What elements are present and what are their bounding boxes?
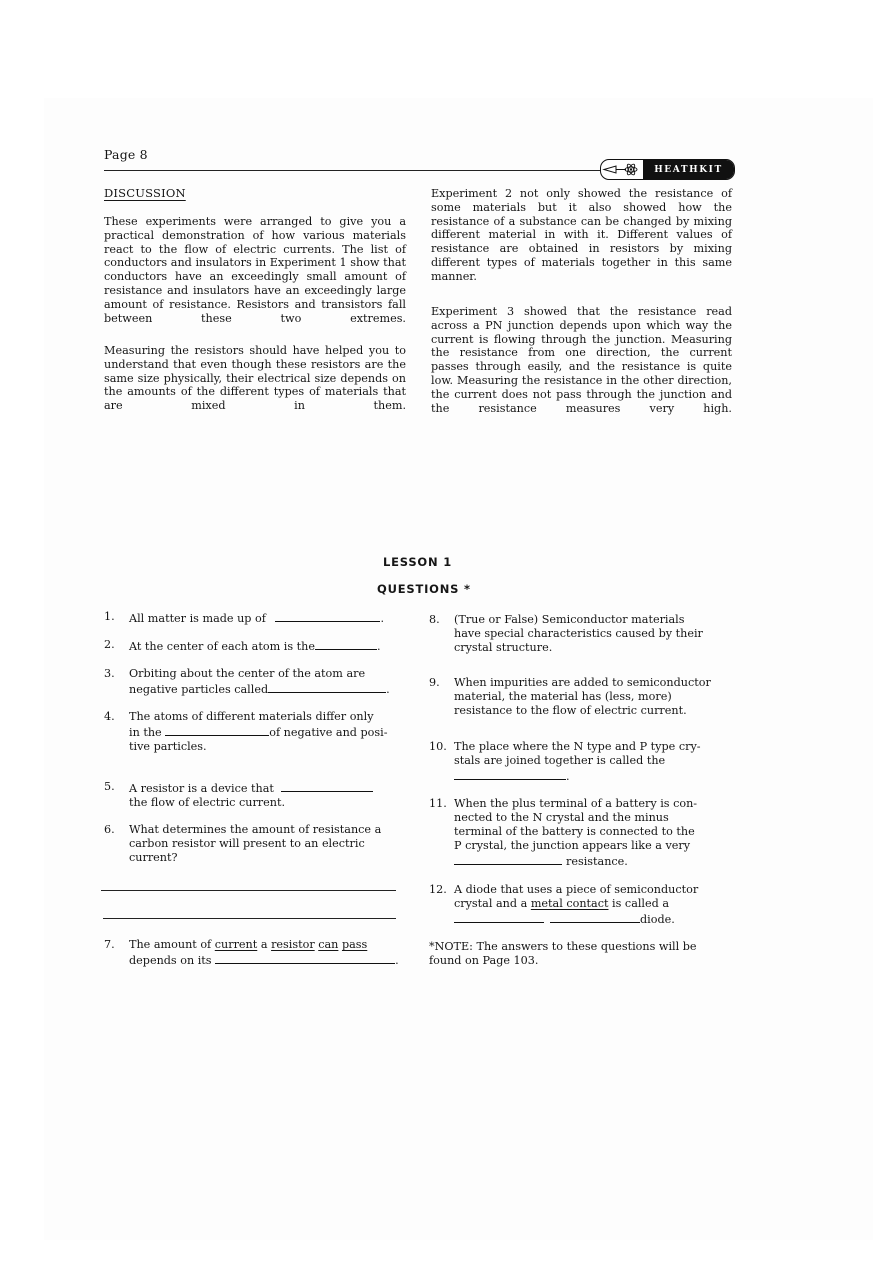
punctuation: . [386, 683, 390, 696]
underlined-word: current [214, 938, 258, 951]
underlined-word: metal contact [530, 897, 609, 910]
answer-blank[interactable] [215, 952, 395, 964]
question-number: 12. [429, 883, 447, 896]
answer-blank[interactable] [268, 681, 386, 693]
question-10 [429, 740, 734, 784]
question-2 [104, 638, 404, 654]
note-line: *NOTE: The answers to these questions will be [429, 940, 697, 953]
questions-title: QUESTIONS * [377, 582, 471, 596]
question-number: 2. [104, 638, 115, 651]
question-text: terminal of the battery is connected to the [454, 825, 695, 838]
answer-blank[interactable] [315, 638, 377, 650]
question-3 [104, 667, 404, 697]
question-text: crystal structure. [454, 641, 553, 654]
underlined-word: can [318, 938, 339, 951]
question-text: The amount of [129, 938, 212, 951]
question-number: 9. [429, 676, 440, 689]
lesson-title: LESSON 1 [383, 555, 453, 569]
answer-blank[interactable] [454, 853, 562, 865]
question-text: All matter is made up of [129, 612, 266, 625]
question-number: 5. [104, 780, 115, 793]
heathkit-emblem-icon [601, 160, 643, 179]
punctuation: . [566, 770, 570, 783]
question-text: What determines the amount of resistance a [129, 823, 382, 836]
question-text: resistance to the flow of electric current. [454, 704, 687, 717]
answer-blank-2[interactable] [550, 911, 640, 923]
question-text: a [260, 938, 268, 951]
question-text: The atoms of different materials differ only [129, 710, 374, 723]
question-4 [104, 710, 404, 754]
question-8 [429, 613, 734, 657]
answer-blank[interactable] [454, 768, 566, 780]
underlined-word: resistor [271, 938, 315, 951]
question-number: 3. [104, 667, 115, 680]
page-number: Page 8 [104, 147, 148, 162]
answer-blank[interactable] [281, 780, 373, 792]
question-text: Orbiting about the center of the atom are [129, 667, 366, 680]
question-text: material, the material has (less, more) [454, 690, 672, 703]
discussion-heading: DISCUSSION [104, 186, 186, 200]
question-number: 6. [104, 823, 115, 836]
question-text: tive particles. [129, 740, 207, 753]
question-text: (True or False) Semiconductor materials [454, 613, 685, 626]
question-11 [429, 797, 734, 869]
question-text: is called a [612, 897, 670, 910]
answer-blank[interactable] [275, 610, 380, 622]
discussion-left-paragraph-1: These experiments were arranged to give you a practical demonstration of how various materials react to the flow of electric currents. The list of conductors and insulators in Experiment 1 show that conductors have an exceedingly small amount of resistance and insulators have an exceedingly large amount of resistance. Resistors and transistors fall between these two extremes. [104, 215, 406, 325]
punctuation: . [376, 640, 381, 653]
header-rule [104, 170, 604, 171]
question-text: A resistor is a device that [129, 782, 274, 795]
question-6 [104, 823, 404, 867]
question-number: 1. [104, 610, 115, 623]
punctuation: . [395, 954, 399, 967]
note-line: found on Page 103. [429, 954, 539, 967]
question-text: diode. [640, 913, 675, 926]
answer-blank-1[interactable] [454, 911, 544, 923]
question-number: 10. [429, 740, 447, 753]
question-text: negative particles called [129, 683, 269, 696]
question-text: When the plus terminal of a battery is con- [454, 797, 698, 810]
question-text: in the [129, 726, 162, 739]
discussion-right-paragraph-2: Experiment 3 showed that the resistance read across a PN junction depends upon which way the current is flowing through the junction. Measuring the resistance from one direction, the current passes through easily, and the resistance is quite low. Measuring the resistance in the other direction, the current does not pass through the junction and the resistance measures very high. [431, 305, 732, 415]
question-number: 11. [429, 797, 447, 810]
question-7 [104, 938, 404, 968]
question-text: the flow of electric current. [129, 796, 286, 809]
answer-blank[interactable] [165, 724, 269, 736]
question-12 [429, 883, 734, 927]
question-number: 7. [104, 938, 115, 951]
answers-note [429, 940, 734, 970]
question-text: carbon resistor will present to an electric [129, 837, 365, 850]
question-text: stals are joined together is called the [454, 754, 666, 767]
question-text: The place where the N type and P type cry- [454, 740, 701, 753]
question-9 [429, 676, 734, 720]
answer-line-6b[interactable] [103, 918, 396, 919]
question-text: P crystal, the junction appears like a very [454, 839, 691, 852]
question-text: When impurities are added to semiconductor [454, 676, 711, 689]
heathkit-logo [600, 159, 735, 180]
question-text: nected to the N crystal and the minus [454, 811, 669, 824]
question-text: A diode that uses a piece of semiconductor [454, 883, 699, 896]
discussion-left-paragraph-2: Measuring the resistors should have helped you to understand that even though these resistors are the same size physically, their electrical size depends on the amounts of the different types of materials that are mixed in them. [104, 344, 406, 413]
discussion-right-paragraph-1: Experiment 2 not only showed the resistance of some materials but it also showed how the resistance of a substance can be changed by mixing different material in with it. Different values of resistance are obtained in resistors by mixing different types of materials together in this same manner. [431, 187, 732, 283]
question-number: 8. [429, 613, 440, 626]
question-text: resistance. [566, 855, 628, 868]
answer-line-6a[interactable] [101, 890, 396, 891]
question-number: 4. [104, 710, 115, 723]
underlined-word: pass [341, 938, 368, 951]
question-5 [104, 780, 404, 810]
question-1 [104, 610, 404, 626]
question-text: At the center of each atom is the [129, 640, 315, 653]
question-text: depends on its [129, 954, 212, 967]
punctuation: . [380, 612, 385, 625]
question-text: of negative and posi- [269, 726, 388, 739]
question-text: crystal and a [454, 897, 528, 910]
question-text: have special characteristics caused by their [454, 627, 703, 640]
question-text: current? [129, 851, 178, 864]
heathkit-logo-text: HEATHKIT [643, 160, 734, 179]
